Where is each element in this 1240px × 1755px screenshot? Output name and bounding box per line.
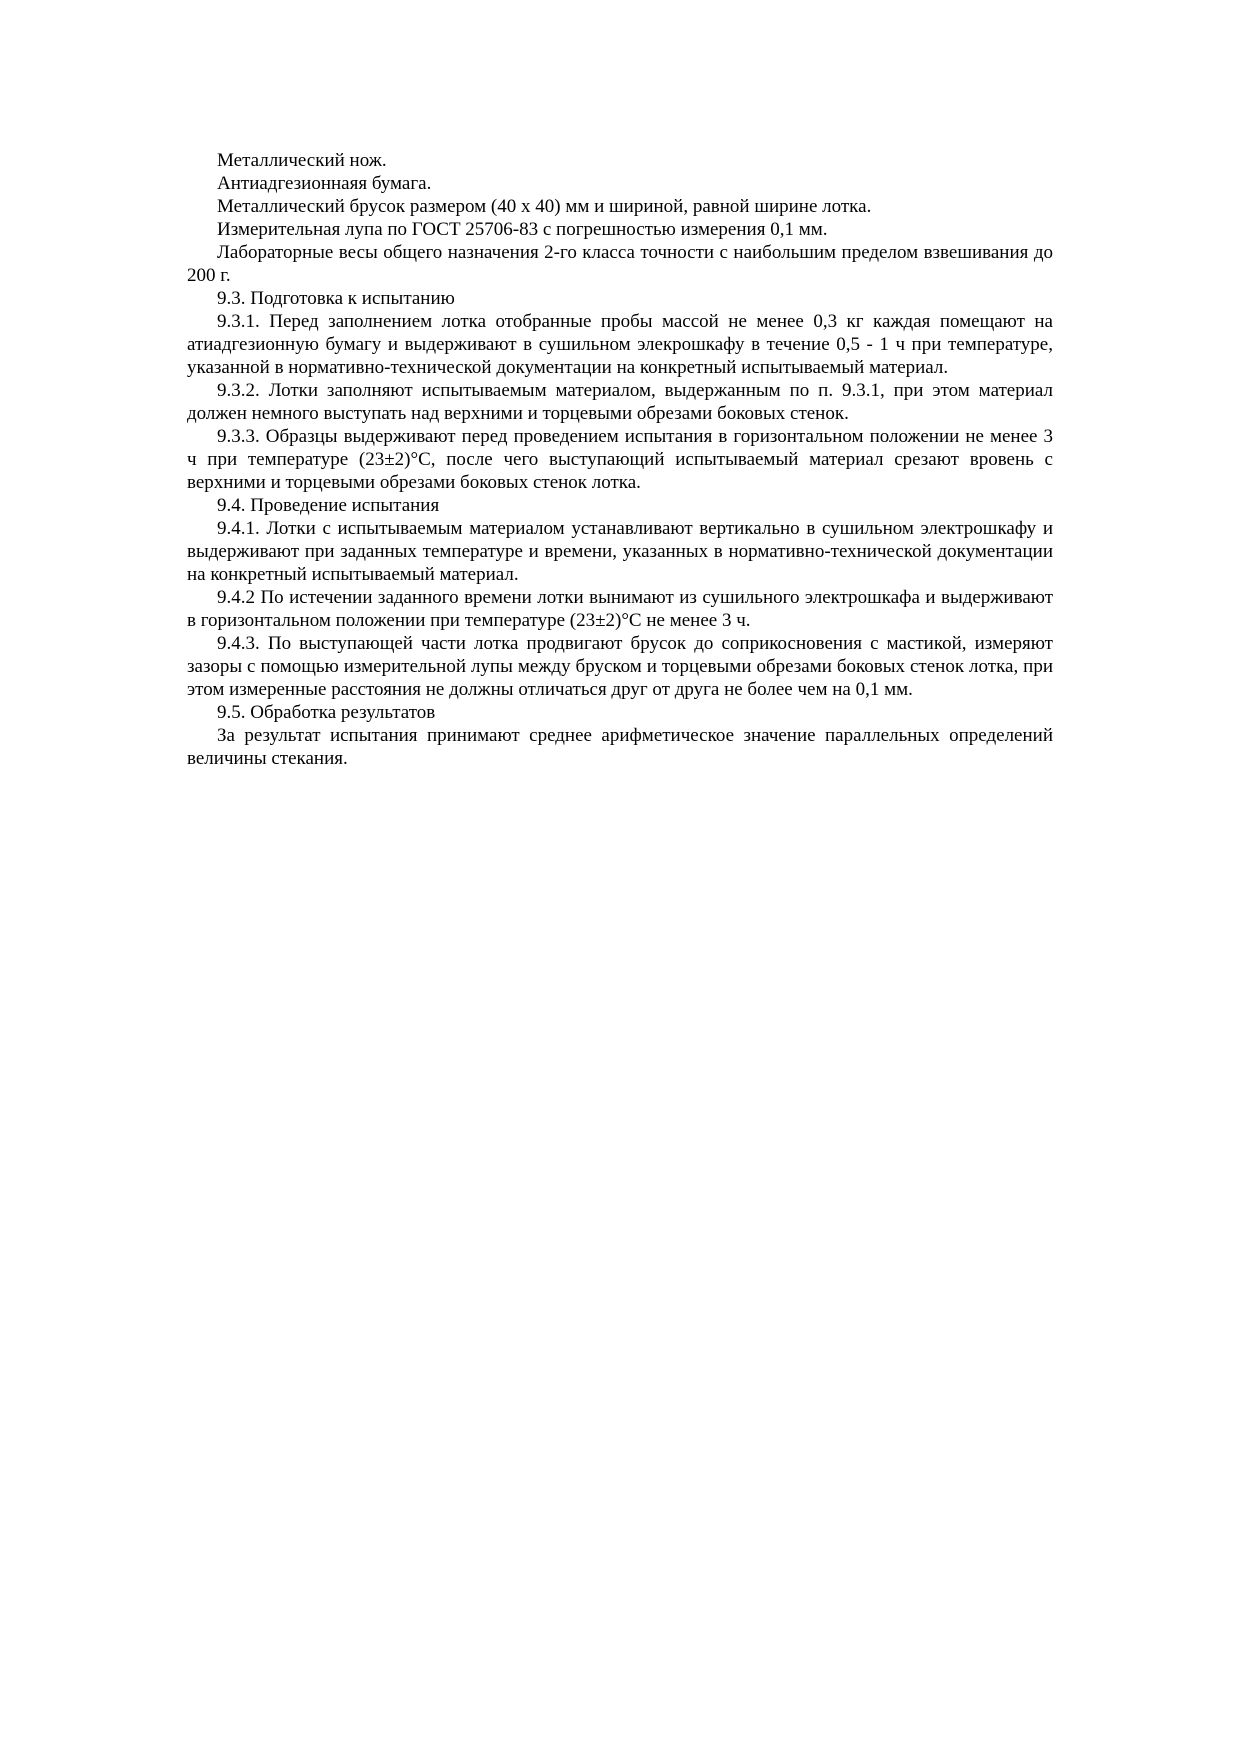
section-heading-9-5: 9.5. Обработка результатов xyxy=(217,702,436,723)
paragraph-9-4-1: 9.4.1. Лотки с испытываемым материалом устанавливают вертикально в сушильном электрошкафу и выдерживают при заданных температуре и времени, указанных в нормативно-технической документации на конкретный испытываемый материал. xyxy=(187,518,1053,585)
paragraph-9-4-3: 9.4.3. По выступающей части лотка продвигают брусок до соприкосновения с мастикой, измеряют зазоры с помощью измерительной лупы между бруском и торцевыми обрезами боковых стенок лотка, при этом измеренные расстояния не должны отличаться друг от друга не более чем на 0,1 мм. xyxy=(187,633,1053,700)
paragraph-9-3-3: 9.3.3. Образцы выдерживают перед проведением испытания в горизонтальном положении не менее 3 ч при температуре (23±2)°С, после чего выступающий испытываемый материал срезают вровень с верхними и торцевыми обрезами боковых стенок лотка. xyxy=(187,426,1053,493)
paragraph-9-3-1: 9.3.1. Перед заполнением лотка отобранные пробы массой не менее 0,3 кг каждая помещают на атиадгезионную бумагу и выдерживают в сушильном элекрошкафу в течение 0,5 - 1 ч при температуре, указанной в нормативно-технической документации на конкретный испытываемый материал. xyxy=(187,311,1053,378)
paragraph-metal-bar: Металлический брусок размером (40 х 40) мм и шириной, равной ширине лотка. xyxy=(217,196,872,217)
paragraph-measuring-loupe: Измерительная лупа по ГОСТ 25706-83 с погрешностью измерения 0,1 мм. xyxy=(217,219,828,240)
paragraph-9-3-2: 9.3.2. Лотки заполняют испытываемым материалом, выдержанным по п. 9.3.1, при этом материал должен немного выступать над верхними и торцевыми обрезами боковых стенок. xyxy=(187,380,1053,424)
section-heading-9-4: 9.4. Проведение испытания xyxy=(217,495,440,516)
paragraph-lab-scales: Лабораторные весы общего назначения 2-го класса точности с наибольшим пределом взвешивания до 200 г. xyxy=(187,242,1053,286)
paragraph-antiadhesive-paper: Антиадгезионнаяя бумага. xyxy=(217,173,432,194)
paragraph-metal-knife: Металлический нож. xyxy=(217,150,387,171)
paragraph-result: За результат испытания принимают среднее арифметическое значение параллельных определений величины стекания. xyxy=(187,725,1053,769)
document-body xyxy=(187,149,1053,770)
paragraph-9-4-2: 9.4.2 По истечении заданного времени лотки вынимают из сушильного электрошкафа и выдерживают в горизонтальном положении при температуре (23±2)°С не менее 3 ч. xyxy=(187,587,1053,631)
section-heading-9-3: 9.3. Подготовка к испытанию xyxy=(217,288,455,309)
